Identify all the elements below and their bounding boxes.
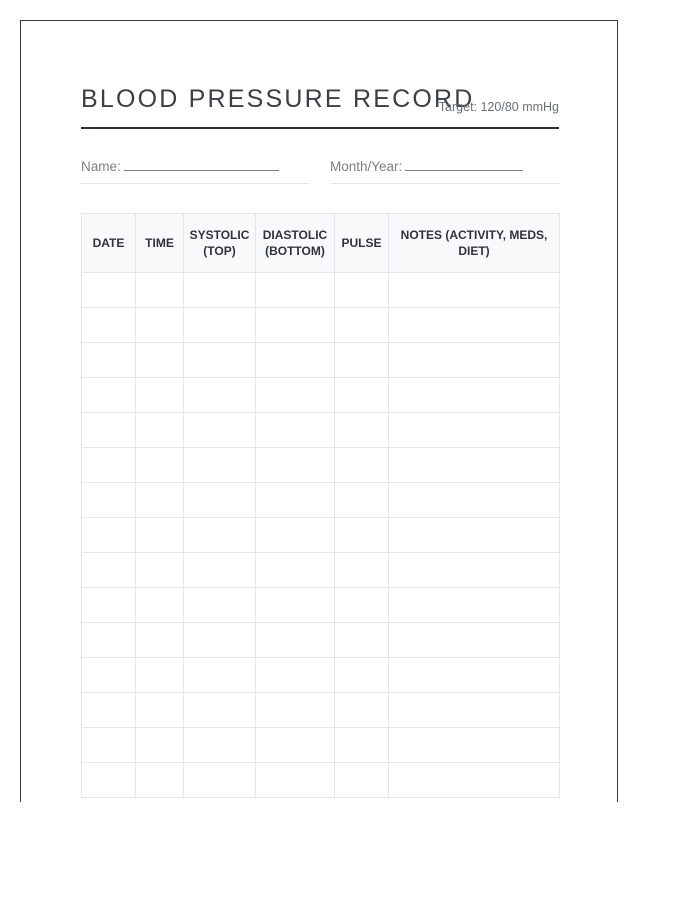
cell-time[interactable]	[136, 623, 184, 658]
cell-pulse[interactable]	[335, 413, 389, 448]
name-blank-line[interactable]	[124, 160, 279, 171]
cell-diastolic[interactable]	[256, 623, 335, 658]
cell-date[interactable]	[82, 448, 136, 483]
cell-systolic[interactable]	[184, 623, 256, 658]
cell-date[interactable]	[82, 378, 136, 413]
column-header-time	[136, 214, 184, 273]
cell-notes[interactable]	[389, 623, 560, 658]
cell-notes[interactable]	[389, 553, 560, 588]
table-row	[82, 448, 560, 483]
cell-systolic[interactable]	[184, 343, 256, 378]
cell-notes[interactable]	[389, 483, 560, 518]
cell-systolic[interactable]	[184, 728, 256, 763]
cell-systolic[interactable]	[184, 658, 256, 693]
table-row	[82, 728, 560, 763]
cell-systolic[interactable]	[184, 273, 256, 308]
cell-diastolic[interactable]	[256, 553, 335, 588]
column-header-diastolic	[256, 214, 335, 273]
cell-notes[interactable]	[389, 378, 560, 413]
cell-diastolic[interactable]	[256, 658, 335, 693]
cell-notes[interactable]	[389, 728, 560, 763]
cell-time[interactable]	[136, 483, 184, 518]
cell-notes[interactable]	[389, 448, 560, 483]
column-header-line1: NOTES (ACTIVITY, MEDS,	[400, 228, 548, 242]
sheet-header	[81, 83, 559, 129]
cell-systolic[interactable]	[184, 448, 256, 483]
cell-diastolic[interactable]	[256, 763, 335, 798]
cell-notes[interactable]	[389, 693, 560, 728]
table-row	[82, 553, 560, 588]
cell-pulse[interactable]	[335, 588, 389, 623]
cell-diastolic[interactable]	[256, 378, 335, 413]
column-header-notes	[389, 214, 560, 273]
cell-systolic[interactable]	[184, 518, 256, 553]
cell-pulse[interactable]	[335, 273, 389, 308]
cell-time[interactable]	[136, 553, 184, 588]
table-row	[82, 343, 560, 378]
table-row	[82, 623, 560, 658]
table-header-row	[82, 214, 560, 273]
readings-table	[81, 213, 560, 798]
month-year-label: Month/Year:	[330, 159, 403, 174]
column-header-pulse	[335, 214, 389, 273]
cell-pulse[interactable]	[335, 343, 389, 378]
cell-notes[interactable]	[389, 763, 560, 798]
cell-time[interactable]	[136, 378, 184, 413]
cell-date[interactable]	[82, 308, 136, 343]
cell-diastolic[interactable]	[256, 588, 335, 623]
name-field[interactable]	[81, 159, 310, 184]
cell-diastolic[interactable]	[256, 728, 335, 763]
table-row	[82, 763, 560, 798]
cell-date[interactable]	[82, 693, 136, 728]
cell-diastolic[interactable]	[256, 308, 335, 343]
cell-diastolic[interactable]	[256, 693, 335, 728]
cell-pulse[interactable]	[335, 483, 389, 518]
cell-systolic[interactable]	[184, 413, 256, 448]
page-title: BLOOD PRESSURE RECORD	[81, 85, 475, 113]
cell-date[interactable]	[82, 658, 136, 693]
cell-systolic[interactable]	[184, 483, 256, 518]
column-header-line1: TIME	[145, 236, 174, 250]
cell-pulse[interactable]	[335, 658, 389, 693]
cell-systolic[interactable]	[184, 588, 256, 623]
cell-pulse[interactable]	[335, 518, 389, 553]
table-row	[82, 308, 560, 343]
table-row	[82, 413, 560, 448]
cell-time[interactable]	[136, 728, 184, 763]
column-header-line1: DATE	[92, 236, 125, 250]
cell-pulse[interactable]	[335, 728, 389, 763]
column-header-line1: SYSTOLIC	[189, 228, 250, 242]
column-header-line2: DIET)	[458, 244, 490, 258]
table-row	[82, 658, 560, 693]
cell-notes[interactable]	[389, 308, 560, 343]
column-header-line1: PULSE	[341, 236, 382, 250]
cell-date[interactable]	[82, 553, 136, 588]
cell-time[interactable]	[136, 273, 184, 308]
cell-time[interactable]	[136, 413, 184, 448]
cell-pulse[interactable]	[335, 763, 389, 798]
column-header-line2: (TOP)	[203, 244, 236, 258]
cell-time[interactable]	[136, 763, 184, 798]
cell-pulse[interactable]	[335, 553, 389, 588]
cell-notes[interactable]	[389, 658, 560, 693]
cell-diastolic[interactable]	[256, 448, 335, 483]
cell-time[interactable]	[136, 588, 184, 623]
cell-time[interactable]	[136, 518, 184, 553]
table-row	[82, 483, 560, 518]
cell-notes[interactable]	[389, 413, 560, 448]
table-row	[82, 693, 560, 728]
record-sheet	[20, 20, 618, 802]
cell-date[interactable]	[82, 728, 136, 763]
cell-systolic[interactable]	[184, 378, 256, 413]
column-header-line1: DIASTOLIC	[262, 228, 328, 242]
table-row	[82, 273, 560, 308]
cell-date[interactable]	[82, 273, 136, 308]
column-header-date	[82, 214, 136, 273]
cell-date[interactable]	[82, 623, 136, 658]
cell-date[interactable]	[82, 413, 136, 448]
cell-pulse[interactable]	[335, 308, 389, 343]
cell-time[interactable]	[136, 658, 184, 693]
cell-date[interactable]	[82, 763, 136, 798]
cell-notes[interactable]	[389, 588, 560, 623]
table-body	[82, 273, 560, 798]
cell-diastolic[interactable]	[256, 518, 335, 553]
cell-date[interactable]	[82, 518, 136, 553]
cell-pulse[interactable]	[335, 448, 389, 483]
cell-systolic[interactable]	[184, 308, 256, 343]
month-year-field[interactable]	[330, 159, 559, 184]
cell-systolic[interactable]	[184, 553, 256, 588]
table-row	[82, 518, 560, 553]
month-year-blank-line[interactable]	[405, 160, 523, 171]
cell-time[interactable]	[136, 693, 184, 728]
name-label: Name:	[81, 159, 121, 174]
cell-diastolic[interactable]	[256, 343, 335, 378]
cell-pulse[interactable]	[335, 693, 389, 728]
cell-diastolic[interactable]	[256, 413, 335, 448]
table-row	[82, 378, 560, 413]
cell-notes[interactable]	[389, 343, 560, 378]
cell-date[interactable]	[82, 343, 136, 378]
cell-time[interactable]	[136, 448, 184, 483]
cell-diastolic[interactable]	[256, 273, 335, 308]
cell-date[interactable]	[82, 588, 136, 623]
target-reading: Target: 120/80 mmHg	[438, 100, 559, 114]
cell-notes[interactable]	[389, 518, 560, 553]
cell-pulse[interactable]	[335, 623, 389, 658]
cell-diastolic[interactable]	[256, 483, 335, 518]
cell-time[interactable]	[136, 343, 184, 378]
cell-date[interactable]	[82, 483, 136, 518]
cell-time[interactable]	[136, 308, 184, 343]
cell-systolic[interactable]	[184, 763, 256, 798]
cell-systolic[interactable]	[184, 693, 256, 728]
column-header-line2: (BOTTOM)	[265, 244, 325, 258]
table-row	[82, 588, 560, 623]
column-header-systolic	[184, 214, 256, 273]
cell-notes[interactable]	[389, 273, 560, 308]
cell-pulse[interactable]	[335, 378, 389, 413]
